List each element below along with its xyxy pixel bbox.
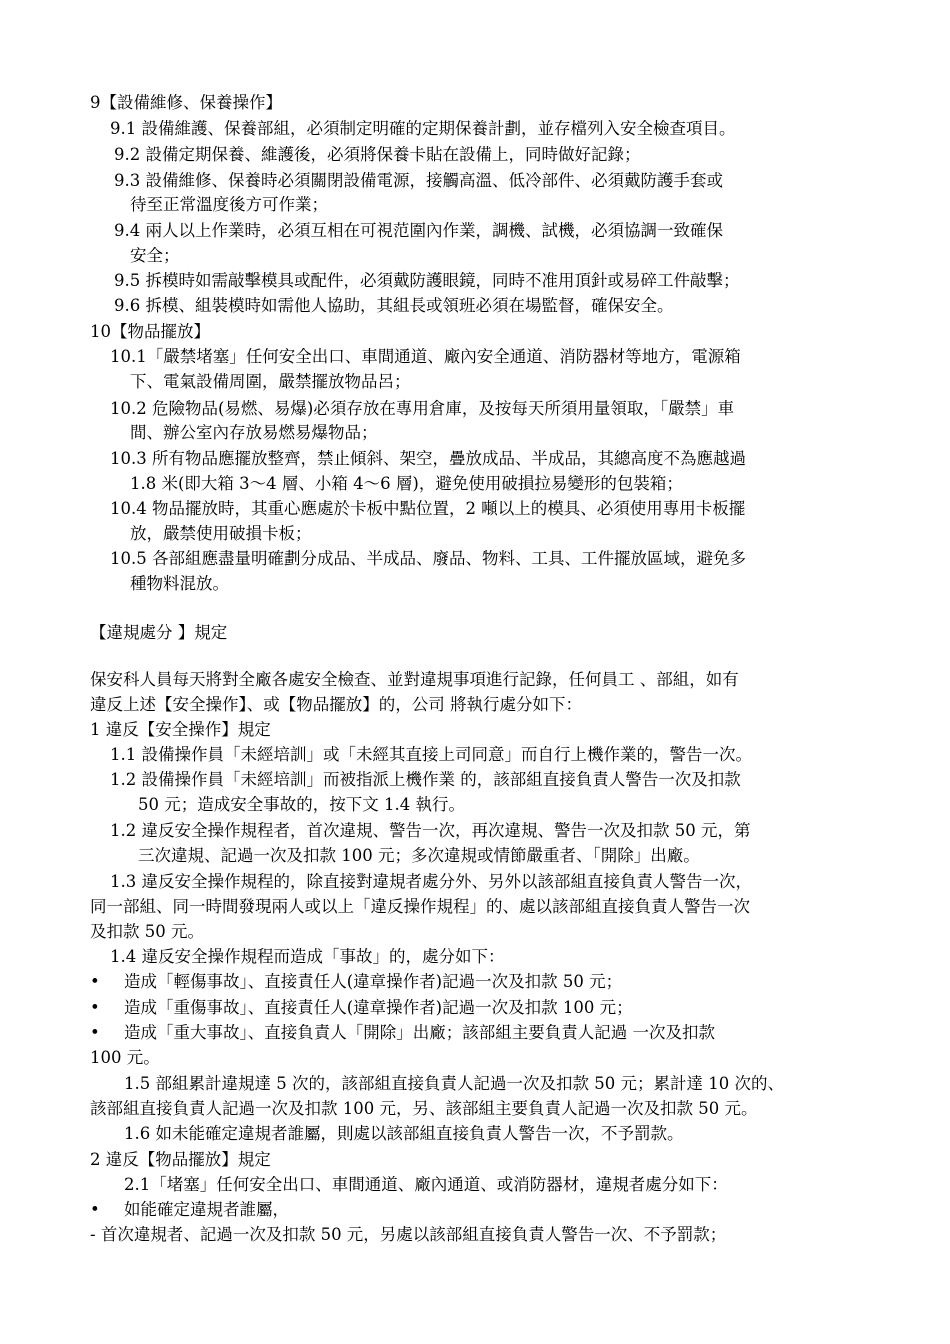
clause-10-5: 10.5 各部組應盡量明確劃分成品、半成品、廢品、物料、工具、工件擺放區域，避免多 bbox=[110, 549, 746, 568]
clause-9-4-cont: 安全； bbox=[130, 246, 180, 265]
section-heading-10: 10【物品擺放】 bbox=[90, 322, 210, 341]
rule-1-5-cont: 該部組直接負責人記過一次及扣款 100 元，另、該部組主要負責人記過一次及扣款 50 元。 bbox=[90, 1099, 758, 1118]
bullet-offender-known: 如能確定違規者誰屬， bbox=[124, 1200, 289, 1219]
rule-1-1: 1.1 設備操作員「未經培訓」或「未經其直接上司同意」而自行上機作業的，警告一次。 bbox=[110, 745, 752, 764]
bullet-major-accident: 造成「重大事故」、直接負責人「開除」出廠；該部組主要負責人記過 一次及扣款 bbox=[124, 1023, 715, 1042]
clause-9-2: 9.2 設備定期保養、維護後，必須將保養卡貼在設備上，同時做好記錄； bbox=[114, 145, 641, 164]
rule-2-heading: 2 違反【物品擺放】規定 bbox=[90, 1150, 271, 1169]
clause-10-2: 10.2 危險物品(易燃、易爆)必須存放在專用倉庫，及按每天所須用量領取，「嚴禁」車 bbox=[110, 399, 735, 418]
section-heading-9: 9【設備維修、保養操作】 bbox=[90, 93, 282, 112]
rule-1-2a-cont: 50 元；造成安全事故的，按下文 1.4 執行。 bbox=[138, 795, 465, 814]
clause-9-5: 9.5 拆模時如需敲擊模具或配件，必須戴防護眼鏡，同時不准用頂針或易碎工件敲擊； bbox=[114, 271, 740, 290]
rule-1-2a: 1.2 設備操作員「未經培訓」而被指派上機作業 的，該部組直接負責人警告一次及扣款 bbox=[110, 770, 741, 789]
clause-10-1: 10.1「嚴禁堵塞」任何安全出口、車間通道、廠內安全通道、消防器材等地方，電源箱 bbox=[110, 347, 741, 366]
clause-9-3: 9.3 設備維修、保養時必須關閉設備電源，接觸高溫、低冷部件、必須戴防護手套或 bbox=[114, 171, 723, 190]
clause-9-1: 9.1 設備維護、保養部組，必須制定明確的定期保養計劃，並存檔列入安全檢查項目。 bbox=[110, 119, 736, 138]
bullet-marker: • bbox=[90, 1200, 100, 1219]
clause-10-5-cont: 種物料混放。 bbox=[130, 574, 229, 593]
bullet-marker: • bbox=[90, 972, 100, 991]
clause-9-4: 9.4 兩人以上作業時，必須互相在可視范圍內作業，調機、試機，必須協調一致確保 bbox=[114, 221, 723, 240]
penalty-heading: 【違規處分 】規定 bbox=[90, 623, 228, 642]
bullet-marker: • bbox=[90, 1023, 100, 1042]
bullet-major-accident-cont: 100 元。 bbox=[90, 1048, 160, 1067]
rule-2-1: 2.1「堵塞」任何安全出口、車間通道、廠內通道、或消防器材，違規者處分如下： bbox=[124, 1175, 728, 1194]
rule-1-6: 1.6 如未能確定違規者誰屬，則處以該部組直接負責人警告一次，不予罰款。 bbox=[124, 1124, 684, 1143]
clause-10-4: 10.4 物品擺放時，其重心應處於卡板中點位置，2 噸以上的模具、必須使用專用卡板擺 bbox=[110, 499, 746, 518]
rule-1-2b: 1.2 違反安全操作規程者，首次違規、警告一次，再次違規、警告一次及扣款 50 元，第 bbox=[110, 821, 751, 840]
bullet-marker: • bbox=[90, 998, 100, 1017]
rule-1-5: 1.5 部組累計違規達 5 次的，該部組直接負責人記過一次及扣款 50 元；累計達 10 次的、 bbox=[124, 1074, 784, 1093]
clause-10-1-cont: 下、電氣設備周圍，嚴禁擺放物品呂； bbox=[130, 372, 411, 391]
clause-9-6: 9.6 拆模、組裝模時如需他人協助，其組長或領班必須在場監督，確保安全。 bbox=[114, 296, 674, 315]
clause-10-3: 10.3 所有物品應擺放整齊，禁止傾斜、架空，疊放成品、半成品，其總高度不為應越過 bbox=[110, 449, 746, 468]
rule-1-heading: 1 違反【安全操作】規定 bbox=[90, 720, 271, 739]
rule-1-3-cont-2: 及扣款 50 元。 bbox=[90, 922, 204, 941]
rule-1-3: 1.3 違反安全操作規程的，除直接對違規者處分外、另外以該部組直接負責人警告一次， bbox=[110, 872, 752, 891]
clause-9-3-cont: 待至正常溫度後方可作業； bbox=[130, 195, 328, 214]
bullet-serious-injury: 造成「重傷事故」、直接責任人(違章操作者)記過一次及扣款 100 元； bbox=[124, 998, 633, 1017]
rule-1-3-cont-1: 同一部組、同一時間發現兩人或以上「違反操作規程」的、處以該部組直接負責人警告一次 bbox=[90, 897, 750, 916]
rule-1-2b-cont: 三次違規、記過一次及扣款 100 元；多次違規或情節嚴重者、「開除」出廠。 bbox=[138, 846, 700, 865]
clause-10-2-cont: 間、辦公室內存放易燃易爆物品； bbox=[130, 423, 378, 442]
clause-10-4-cont: 放，嚴禁使用破損卡板； bbox=[130, 524, 312, 543]
bullet-light-injury: 造成「輕傷事故」、直接責任人(違章操作者)記過一次及扣款 50 元； bbox=[124, 972, 623, 991]
rule-1-4: 1.4 違反安全操作規程而造成「事故」的，處分如下： bbox=[110, 947, 505, 966]
intro-paragraph-line-1: 保安科人員每天將對全廠各處安全檢查、並對違規事項進行記錄，任何員工 、部組，如有 bbox=[90, 670, 739, 689]
first-offense-line: - 首次違規者、記過一次及扣款 50 元，另處以該部組直接負責人警告一次、不予罰款； bbox=[90, 1225, 727, 1244]
clause-10-3-cont: 1.8 米(即大箱 3～4 層、小箱 4～6 層)，避免使用破損拉易變形的包裝箱； bbox=[130, 474, 683, 493]
intro-paragraph-line-2: 違反上述【安全操作】、或【物品擺放】的，公司 將執行處分如下： bbox=[90, 695, 582, 714]
